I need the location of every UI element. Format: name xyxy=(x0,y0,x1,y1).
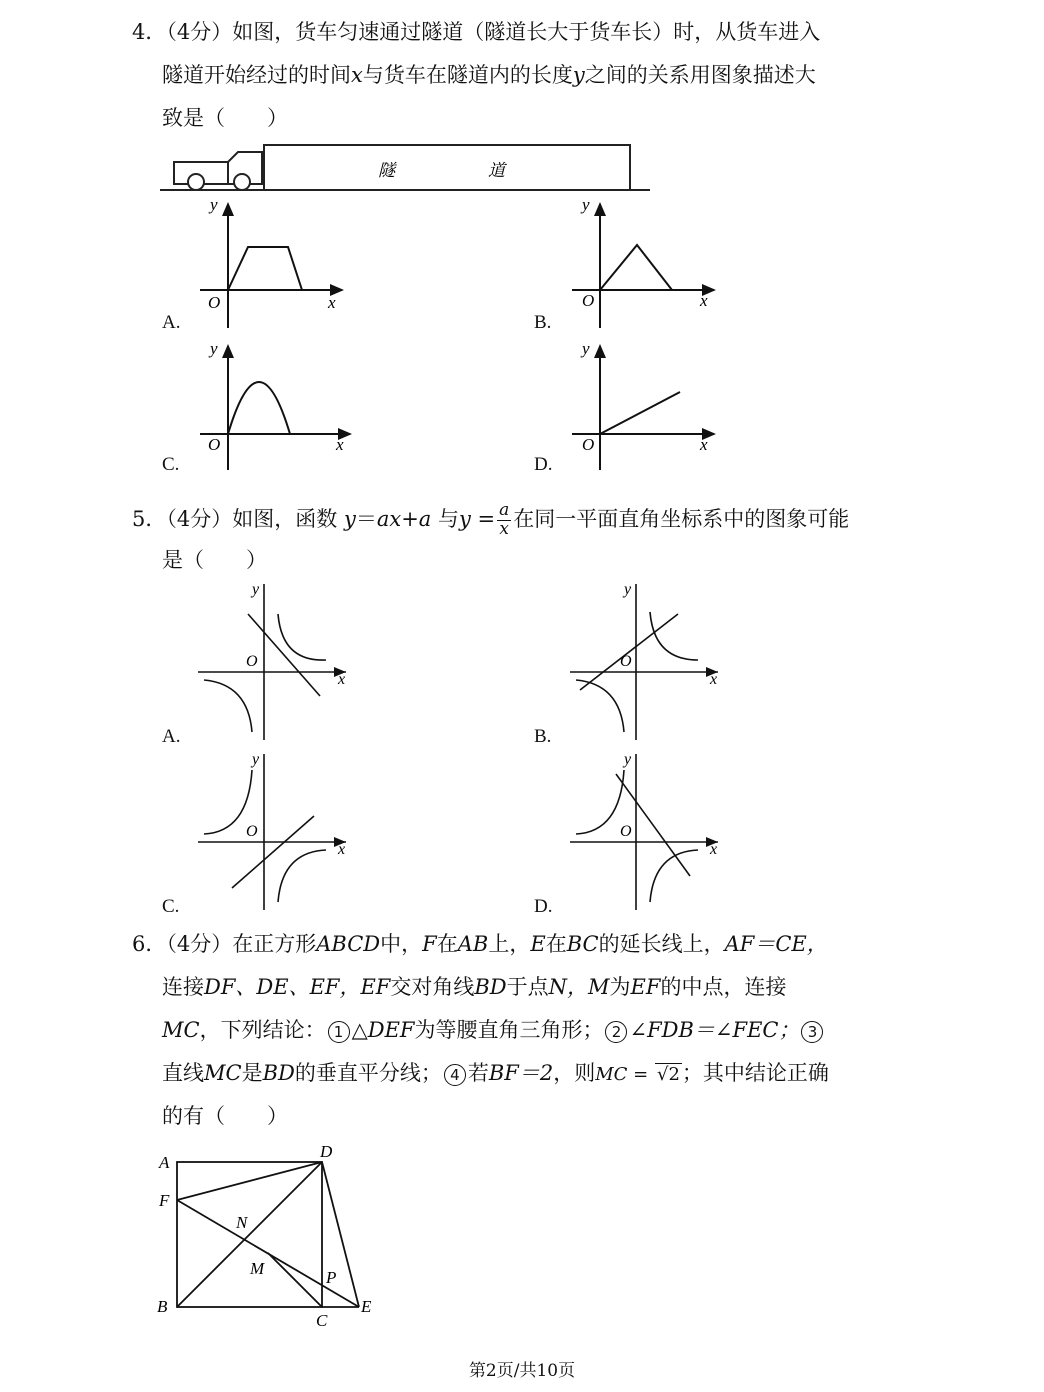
q4-stem-text: 与货车在隧道内的长度 xyxy=(362,63,573,87)
point-label-p: P xyxy=(326,1268,337,1287)
q6-geometry-figure xyxy=(150,1140,390,1340)
hyperbola-branch xyxy=(278,850,326,902)
q6-math: E xyxy=(530,932,546,956)
q6-text: ；其中结论正确 xyxy=(681,1061,829,1085)
q6-math: ABCD xyxy=(316,932,381,956)
y-axis-label: y xyxy=(252,581,260,598)
q5-option-a[interactable]: A. xyxy=(162,726,181,747)
y-axis-label: y xyxy=(582,195,590,214)
q5-stem-text: 与 xyxy=(438,506,460,531)
truck-tunnel-figure xyxy=(158,140,658,200)
q5-option-d[interactable]: D. xyxy=(534,896,553,917)
q6-line-2 xyxy=(162,977,786,998)
q5-line-2 xyxy=(162,550,267,571)
origin-label: O xyxy=(620,823,632,840)
q4-number: 4． xyxy=(132,20,167,44)
point-label-d: D xyxy=(320,1142,333,1161)
x-axis-label: x xyxy=(328,293,336,312)
fraction-denominator: x xyxy=(499,518,510,539)
q5-graph-a xyxy=(196,580,366,740)
q5-graph-d xyxy=(568,750,738,910)
origin-label: O xyxy=(246,823,258,840)
q6-math: AF＝CE， xyxy=(724,932,828,956)
y-axis-label: y xyxy=(210,339,218,358)
q4-stem-line1: 如图，货车匀速通过隧道（隧道长大于货车长）时，从货车进入 xyxy=(232,20,821,44)
circled-number: 3 xyxy=(801,1021,823,1043)
trapezoid-curve xyxy=(228,247,302,290)
q6-text: 为等腰直角三角形； xyxy=(414,1018,604,1042)
parabola-curve xyxy=(228,382,290,434)
q6-math: DEF xyxy=(367,1018,415,1042)
q5-graph-c xyxy=(196,750,366,910)
q4-score: （4分） xyxy=(166,20,233,44)
y-axis-label: y xyxy=(582,339,590,358)
circled-number: 4 xyxy=(444,1064,466,1086)
q4-option-b[interactable]: B. xyxy=(534,312,552,333)
q4-option-d[interactable]: D. xyxy=(534,454,553,475)
origin-label: O xyxy=(208,293,221,312)
point-label-n: N xyxy=(236,1213,248,1232)
q6-text: 连接 xyxy=(162,975,204,999)
circled-number: 1 xyxy=(328,1021,350,1043)
point-label-a: A xyxy=(159,1153,170,1172)
q6-text: 在 xyxy=(436,932,458,956)
q6-math: MC xyxy=(162,1018,200,1042)
q4-answer-blank: 致是（ ） xyxy=(162,106,288,130)
q6-line-4 xyxy=(162,1063,829,1086)
q6-text: △ xyxy=(351,1018,368,1042)
x-axis-label: x xyxy=(338,841,346,858)
origin-label: O xyxy=(246,653,258,670)
q4-graph-b xyxy=(568,195,728,328)
q6-text: 直线 xyxy=(162,1061,204,1085)
q5-eq1-plus: + xyxy=(401,506,419,531)
q6-text: 交对角线 xyxy=(390,975,475,999)
q4-graph-d xyxy=(568,340,728,470)
tunnel-label-1: 隧 xyxy=(378,161,395,180)
point-label-f: F xyxy=(159,1191,170,1210)
y-axis-label: y xyxy=(210,195,218,214)
q4-var-x: x xyxy=(351,63,363,87)
q6-text: 是 xyxy=(241,1061,263,1085)
q6-score: （4分） xyxy=(166,932,233,956)
origin-label: O xyxy=(582,291,595,310)
q4-line-2 xyxy=(162,65,816,86)
line-graph xyxy=(248,614,320,696)
point-label-e: E xyxy=(361,1297,372,1316)
q6-text: 上， xyxy=(488,932,531,956)
q5-graph-b xyxy=(568,580,738,740)
q5-stem-text: 在同一平面直角坐标系中的图象可能 xyxy=(513,506,850,531)
q5-answer-blank: 是（ ） xyxy=(162,548,267,572)
q6-line-3 xyxy=(162,1020,825,1043)
q6-math: BD xyxy=(262,1061,295,1085)
q6-text: 的延长线上， xyxy=(598,932,725,956)
q5-line-1 xyxy=(132,502,849,539)
origin-label: O xyxy=(582,435,595,454)
y-axis-label: y xyxy=(624,581,632,598)
q4-stem-text: 隧道开始经过的时间 xyxy=(162,63,351,87)
linear-curve xyxy=(600,392,680,434)
y-axis-label: y xyxy=(252,751,260,768)
hyperbola-branch xyxy=(204,680,252,732)
x-axis-label: x xyxy=(338,671,346,688)
truck-wheel xyxy=(188,174,204,190)
q6-text: 为 xyxy=(609,975,631,999)
q5-stem-text: 如图，函数 xyxy=(232,506,338,531)
q6-math: MC xyxy=(204,1061,242,1085)
hyperbola-branch xyxy=(204,770,252,834)
line-graph xyxy=(232,816,314,888)
hyperbola-branch xyxy=(650,850,698,902)
hyperbola-branch xyxy=(278,614,326,660)
q5-option-b[interactable]: B. xyxy=(534,726,552,747)
q5-eq1-eq: ＝ xyxy=(355,506,377,531)
page-footer: 第2页/共10页 xyxy=(468,1361,576,1381)
origin-label: O xyxy=(620,653,632,670)
q5-number: 5． xyxy=(132,506,167,531)
q6-math: BD xyxy=(474,975,507,999)
q6-math: EF xyxy=(630,975,661,999)
q4-graph-a xyxy=(196,195,356,328)
point-label-m: M xyxy=(250,1259,265,1278)
q6-line-5 xyxy=(162,1106,288,1127)
q6-text: 的中点，连接 xyxy=(660,975,787,999)
point-label-b: B xyxy=(157,1297,168,1316)
q4-stem-text: 之间的关系用图象描述大 xyxy=(584,63,816,87)
q6-text: 的垂直平分线； xyxy=(294,1061,442,1085)
hyperbola-branch xyxy=(650,612,698,660)
segment-fd xyxy=(177,1162,322,1200)
q5-eq1-ax: ax xyxy=(376,506,402,531)
x-axis-label: x xyxy=(700,291,708,310)
tunnel-rect xyxy=(264,145,630,190)
q6-text: ，下列结论： xyxy=(199,1018,326,1042)
q6-text: 在正方形 xyxy=(232,932,317,956)
point-label-c: C xyxy=(316,1311,328,1330)
q4-option-c[interactable]: C. xyxy=(162,454,180,475)
x-axis-label: x xyxy=(336,435,344,454)
q5-fraction xyxy=(497,502,511,539)
q6-text: 在 xyxy=(545,932,567,956)
q6-text: 于点 xyxy=(506,975,549,999)
circled-number: 2 xyxy=(605,1021,627,1043)
q5-score: （4分） xyxy=(166,506,233,531)
q6-text: 中， xyxy=(380,932,423,956)
q6-number: 6． xyxy=(132,932,167,956)
x-axis-label: x xyxy=(710,671,718,688)
q4-line-1 xyxy=(132,22,820,43)
q6-math: DF、DE、EF，EF xyxy=(204,975,391,999)
x-axis-label: x xyxy=(710,841,718,858)
truck-wheel xyxy=(234,174,250,190)
q6-answer-blank: 的有（ ） xyxy=(162,1104,288,1128)
q6-text: ，则 xyxy=(553,1061,596,1085)
q6-line-1 xyxy=(132,934,828,955)
line-graph xyxy=(580,614,678,690)
q5-eq1-y: y xyxy=(343,506,356,531)
y-axis-label: y xyxy=(624,751,632,768)
q6-math: N，M xyxy=(548,975,610,999)
q6-text: 若 xyxy=(467,1061,489,1085)
fraction-numerator: a xyxy=(499,500,510,520)
q5-eq2-lhs: y = xyxy=(459,506,496,531)
q6-math: BF＝2 xyxy=(488,1061,554,1085)
sqrt-value: √2 xyxy=(656,1064,680,1085)
q6-math: ∠FDB＝∠FEC； xyxy=(629,1018,800,1042)
q6-math: BC xyxy=(566,932,599,956)
q4-var-y: y xyxy=(572,63,585,87)
q4-option-a[interactable]: A. xyxy=(162,312,181,333)
q5-eq1-a: a xyxy=(418,506,432,531)
triangle-curve xyxy=(600,245,672,290)
x-axis-label: x xyxy=(700,435,708,454)
origin-label: O xyxy=(208,435,221,454)
q5-option-c[interactable]: C. xyxy=(162,896,180,917)
q6-math: MC = xyxy=(595,1064,654,1085)
q4-line-3 xyxy=(162,108,288,129)
q6-math: F xyxy=(422,932,437,956)
tunnel-label-2: 道 xyxy=(488,161,505,180)
hyperbola-branch xyxy=(576,770,624,834)
q6-math: AB xyxy=(457,932,489,956)
q4-graph-c xyxy=(196,340,356,470)
